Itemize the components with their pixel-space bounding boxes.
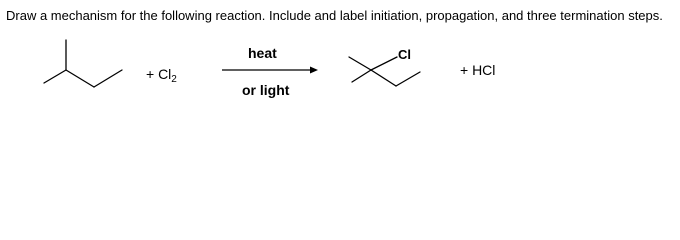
hcl-byproduct: + HCl <box>460 62 496 78</box>
condition-light: or light <box>242 82 290 98</box>
reagent-subscript: 2 <box>171 74 177 85</box>
chlorine-reagent <box>146 67 177 85</box>
question-text: Draw a mechanism for the following reaction. Include and label initiation, propagation, and three termination steps. <box>6 8 663 23</box>
reaction-arrow-icon <box>222 67 318 74</box>
reaction-scheme <box>0 0 680 116</box>
product-chlorine-label: Cl <box>398 47 411 62</box>
reagent-label: + Cl <box>146 66 172 82</box>
isobutane-structure <box>44 40 122 87</box>
condition-heat: heat <box>248 45 277 61</box>
